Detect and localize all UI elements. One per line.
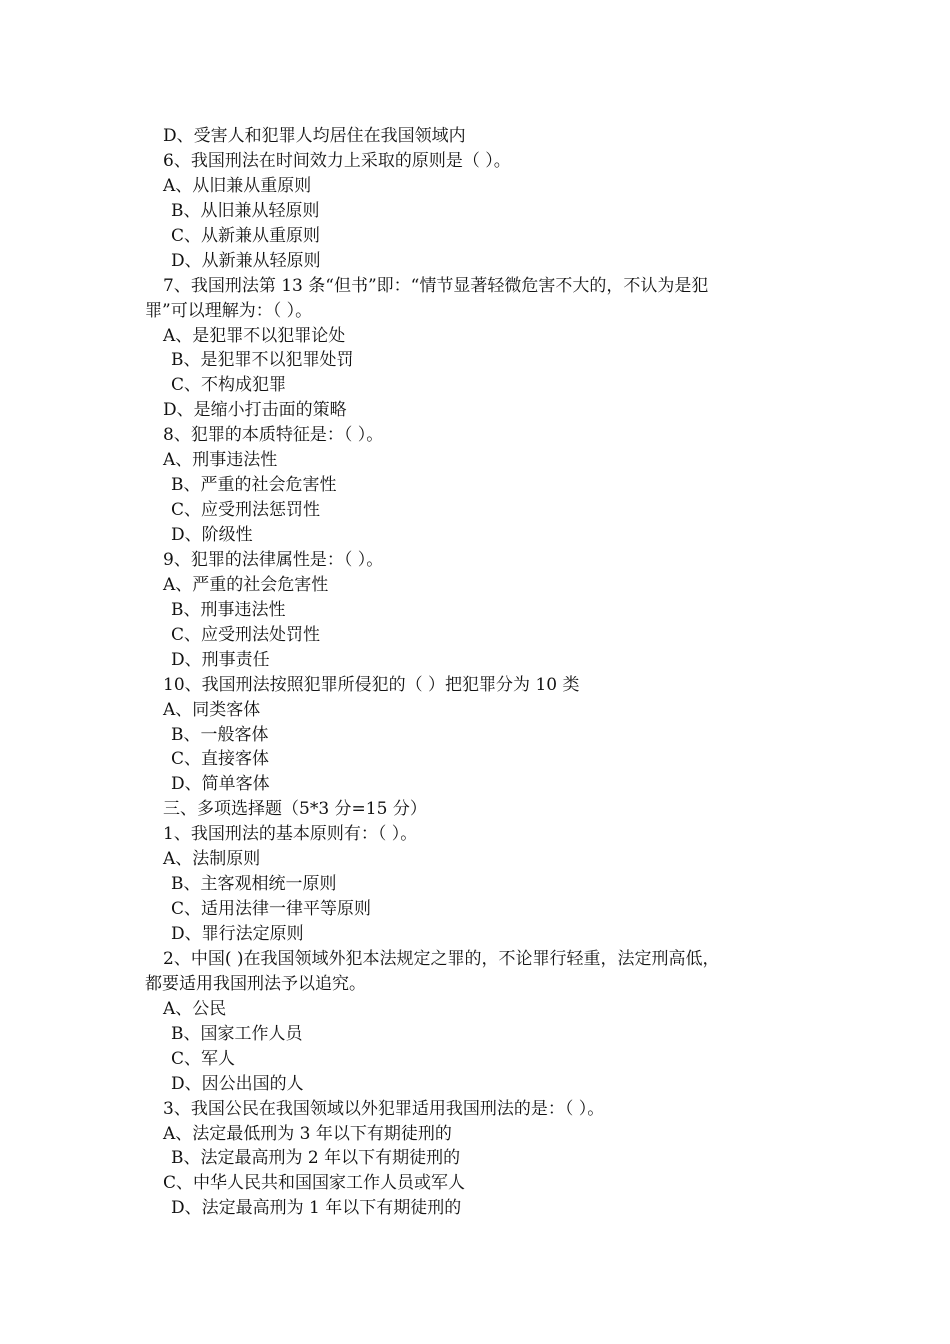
text-line: 3、我国公民在我国领域以外犯罪适用我国刑法的是：（ ）。: [163, 1098, 605, 1119]
text-line: A、从旧兼从重原则: [163, 175, 312, 196]
text-line: 罪”可以理解为：（ ）。: [145, 300, 313, 321]
text-line: D、阶级性: [171, 525, 253, 545]
text-line: D、罪行法定原则: [171, 924, 304, 944]
text-line: C、不构成犯罪: [171, 375, 287, 396]
text-line: B、主客观相统一原则: [171, 874, 337, 895]
text-line: 2、中国( )在我国领域外犯本法规定之罪的，不论罪行轻重，法定刑高低，: [163, 948, 720, 969]
text-line: 都要适用我国刑法予以追究。: [145, 973, 366, 994]
text-line: D、从新兼从轻原则: [171, 250, 321, 271]
document-text: [0, 124, 950, 1221]
text-line: A、是犯罪不以犯罪论处: [163, 325, 346, 346]
text-line: B、严重的社会危害性: [171, 475, 337, 496]
text-line: B、国家工作人员: [171, 1023, 303, 1044]
text-line: 7、我国刑法第 13 条“但书”即：“情节显著轻微危害不大的，不认为是犯: [163, 275, 709, 296]
text-line: 6、我国刑法在时间效力上采取的原则是（ ）。: [163, 150, 511, 171]
text-line: B、法定最高刑为 2 年以下有期徒刑的: [171, 1148, 461, 1169]
text-line: C、应受刑法惩罚性: [171, 500, 321, 521]
text-line: B、是犯罪不以犯罪处罚: [171, 350, 354, 371]
text-line: C、从新兼从重原则: [171, 225, 321, 246]
text-line: A、公民: [163, 998, 227, 1019]
text-line: C、适用法律一律平等原则: [171, 899, 372, 920]
text-line: D、受害人和犯罪人均居住在我国领域内: [163, 126, 466, 146]
text-line: C、应受刑法处罚性: [171, 624, 321, 645]
text-line: D、简单客体: [171, 774, 270, 795]
text-line: A、刑事违法性: [163, 450, 278, 471]
text-line: 9、犯罪的法律属性是：（ ）。: [163, 549, 384, 570]
text-line: C、中华人民共和国国家工作人员或军人: [163, 1173, 466, 1194]
text-line: 10、我国刑法按照犯罪所侵犯的（ ）把犯罪分为 10 类: [163, 674, 580, 695]
text-line: D、因公出国的人: [171, 1073, 304, 1094]
text-line: B、刑事违法性: [171, 599, 286, 620]
text-line: 1、我国刑法的基本原则有：（ ）。: [163, 824, 418, 845]
text-line: D、刑事责任: [171, 649, 270, 670]
text-line: A、严重的社会危害性: [163, 574, 329, 595]
text-line: A、法制原则: [163, 849, 261, 870]
text-line: D、法定最高刑为 1 年以下有期徒刑的: [171, 1198, 462, 1219]
text-line: B、一般客体: [171, 724, 269, 745]
text-line: 8、犯罪的本质特征是：（ ）。: [163, 425, 384, 446]
text-line: A、法定最低刑为 3 年以下有期徒刑的: [163, 1123, 452, 1144]
text-line: A、同类客体: [163, 699, 261, 720]
text-line: D、是缩小打击面的策略: [163, 400, 347, 421]
text-line: 三、多项选择题（5*3 分=15 分）: [163, 799, 427, 820]
text-line: C、直接客体: [171, 749, 270, 770]
text-line: B、从旧兼从轻原则: [171, 200, 320, 221]
text-line: C、军人: [171, 1048, 236, 1069]
